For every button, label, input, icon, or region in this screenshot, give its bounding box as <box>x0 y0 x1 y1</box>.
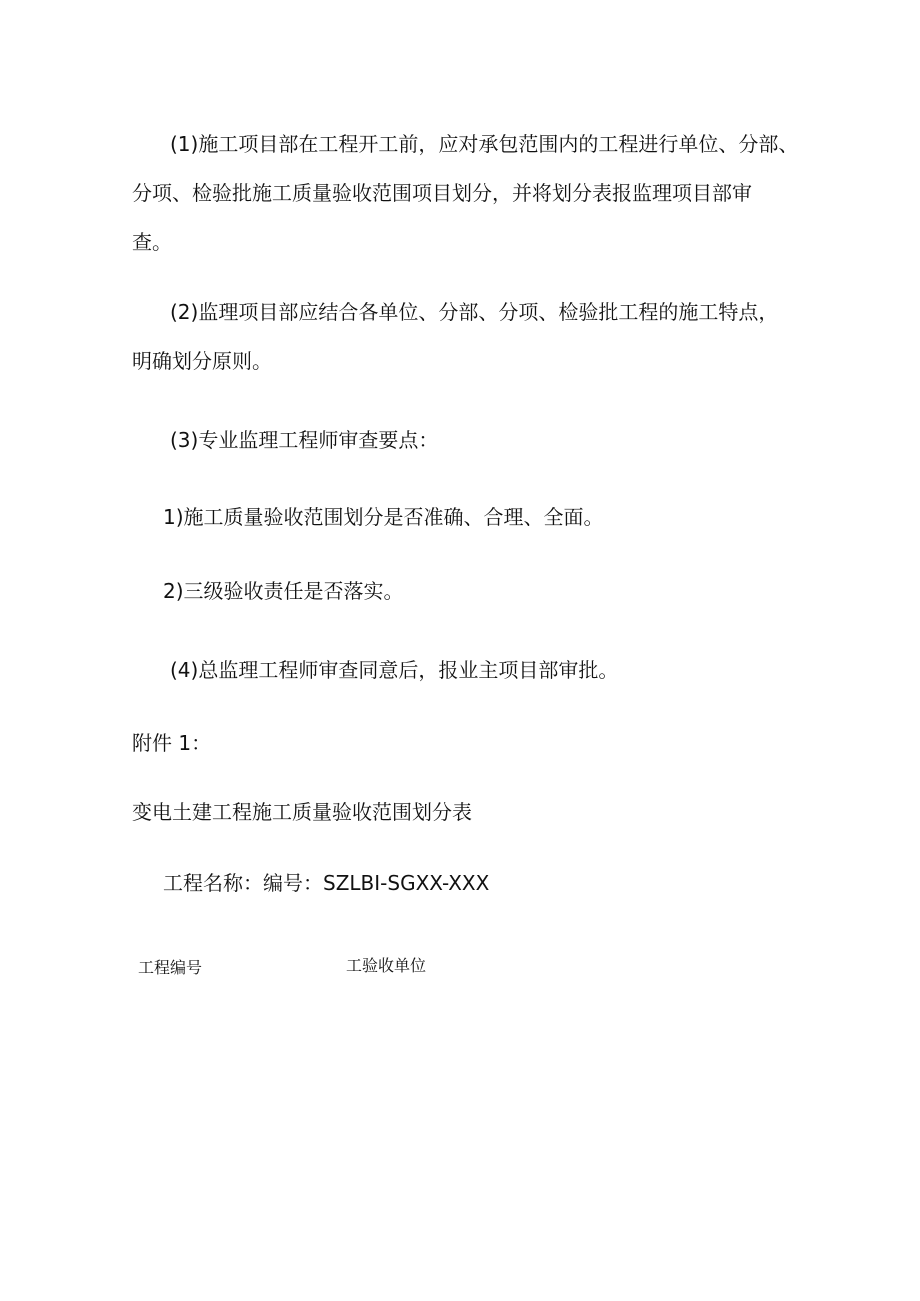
para2-line1: (2)监理项目部应结合各单位、分部、分项、检验批工程的施工特点， <box>170 300 779 324</box>
project-info-line: 工程名称：编号：SZLBI-SGXX-XXX <box>163 871 490 895</box>
table-header-acceptance-unit: 工验收单位 <box>346 956 427 975</box>
review-point-1: 1)施工质量验收范围划分是否准确、合理、全面。 <box>163 505 604 529</box>
para4: (4)总监理工程师审查同意后，报业主项目部审批。 <box>170 658 619 682</box>
table-header-project-number: 工程编号 <box>138 958 203 977</box>
para1-line3: 查。 <box>132 230 172 254</box>
para3-heading: (3)专业监理工程师审查要点： <box>170 428 439 452</box>
review-point-2: 2)三级验收责任是否落实。 <box>163 579 404 603</box>
para2-line2: 明确划分原则。 <box>132 349 272 373</box>
table-title: 变电土建工程施工质量验收范围划分表 <box>132 800 472 824</box>
para1-line2: 分项、检验批施工质量验收范围项目划分，并将划分表报监理项目部审 <box>132 181 752 205</box>
para1-line1: (1)施工项目部在工程开工前，应对承包范围内的工程进行单位、分部、 <box>170 132 799 156</box>
attachment-label: 附件 1： <box>132 731 212 755</box>
